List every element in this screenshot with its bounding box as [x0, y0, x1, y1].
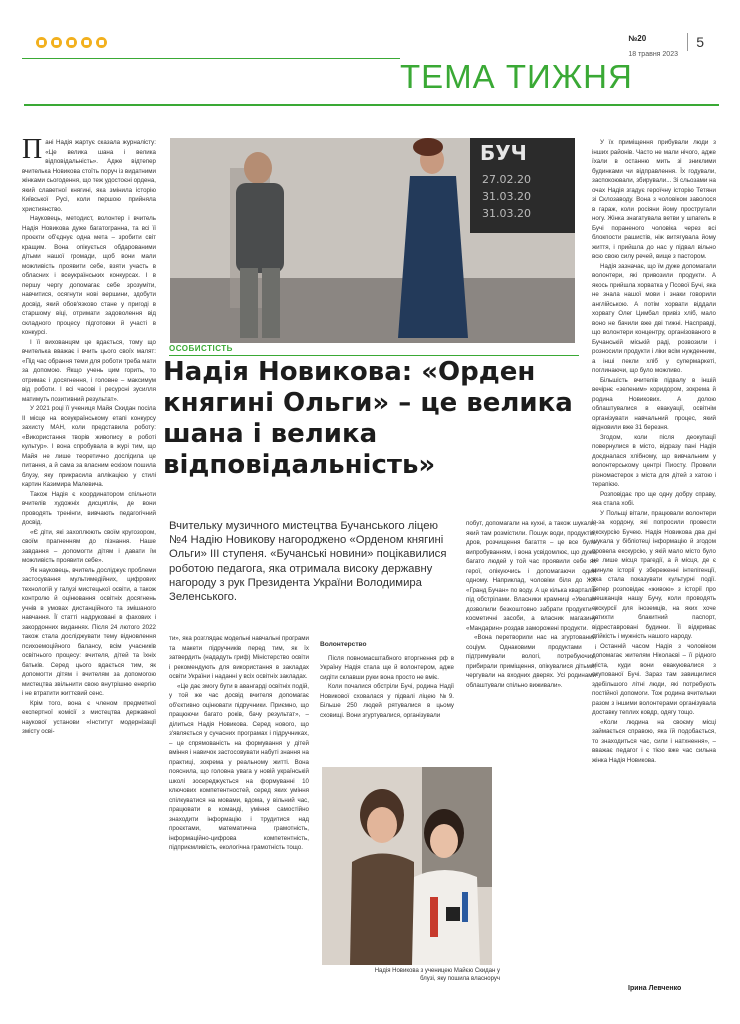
instagram-icon[interactable]	[81, 37, 92, 48]
sign-text: 31.03.20	[482, 190, 531, 203]
sign-text: 31.03.20	[482, 207, 531, 220]
article-column-2	[169, 634, 309, 984]
page-header	[22, 33, 718, 58]
section-rule	[24, 104, 719, 106]
paragraph: У Польщі вітали, працювали волонтери із-за кордону, які попросили провести екскурсію Бучею. Надія Новикова два дні шукала у бібліотеці інформацію й згодом провела екскурсію, у якій мало місто було не лише місця трагедії, а й місця, де є минуле історії у збереженні інтелігенції, яка стала показувати культурні події. Тепер розповідає «живою» з історії про мешканців нашу Бучу, коли проводять екскурсії для іноземців, на яких хоче затихти блакитний паспорт, відреставровані будинки. Її відкриває стійкість і мужність нашого народу.	[592, 509, 716, 640]
article-column-3	[320, 634, 454, 764]
telegram-icon[interactable]	[96, 37, 107, 48]
paragraph: І її вихованцям це вдається, тому що вчителька вважає і вчить цього своїх малят: «Під час обрання теми для роботи треба мати за допомою. Якщо учень цим горить, то отримає і досягнення, і головне – максимум від роботи. І всі часові і ресурсні зусилля матимуть позитивний результат».	[22, 338, 156, 403]
paragraph: У 2021 році її учениця Майя Скидан посіла ІІ місце на всеукраїнському етапі конкурсу захисту МАН, коли представила роботу: «Використання творів живопису в роботі культур». І вона спробувала в журі тим, що Майя не лише теоретично дослідила це питання, а й сама за власним ескізом пошила блузу, яку прикрасила аплікацією у стилі картин Казимира Малевича.	[22, 405, 156, 488]
paragraph: Після повномасштабного вторгнення рф в Україну Надія стала ще й волонтером, адже сидіти склавши руки вона просто не вміє.	[320, 654, 454, 681]
main-photo	[170, 138, 575, 343]
section-title: ТЕМА ТИЖНЯ	[400, 58, 633, 95]
paragraph: Науковець, методист, волонтер і вчитель Надія Новикова дуже багатогранна, та всі її проєкти об'єднує одна мета – зробити світ кращим. Вона опікується обдарованими дітьми нашої громади, щоб вони мали можливість проявити себе, взяти участь в обласних і всеукраїнських конкурсах. І в першу чергу допомагає себе зрозуміти, навчитися, осягнути нові вершини, здобути досвід, який обов'язково стане у пригоді в старшому віці, отримати задоволення від складного процесу підготовки й участі в конкурсі.	[22, 215, 156, 336]
paragraph: Надія зазначає, що їм дуже допомагали волонтери, які привозили продукти. А якось прийшла хорватка у Псової Бучі, яка не знала нашої мови і знаки говорили англійською. А потім хорвати віддали хорвату Олег Цимбал привіз хліб, мало воно не бачили вже дві тижні. Насправді, що волонтери концентру, організованого в Бучанській міській раді, розвозили і розносили продукти і ліки всім нужденним, а інші пекли хліб у супермаркеті, поглинаючи, що було можливо.	[592, 262, 716, 374]
article-column-5	[592, 138, 716, 978]
photo-graphic	[322, 767, 492, 965]
paragraph: Більшість вчителів підвалу в іншій вечірнє «зеленим» коридором, зокрема й родина Новикових. А долою облаштувалися в евакуації, освітнім організувати навчальний процес, який відновили вже 31 березня.	[592, 376, 716, 431]
paragraph: Також Надія є координатором спільноти вчителів художніх дисциплін, де вони проводять тренінги, вивчають педагогічний досвід.	[22, 490, 156, 526]
issue-number: №20	[628, 34, 647, 43]
twitter-icon[interactable]	[51, 37, 62, 48]
photo-caption: Надія Новикова з ученицею Майєю Скидан у блузі, яку пошила власноруч	[374, 968, 500, 982]
paragraph: «Це дає змогу бути в авангарді освітніх подій, у той же час досвід вчителя допомагає об'єктивно оцінювати підручники. Приємно, що працюючи багато років, бачу результат», – ділиться Надія Новикова. Серед нового, що з'являється у сучасних програмах і підручниках, – це спрямованість на формування у дітей вміння і навичок застосовувати набуті знання на практиці, зокрема у реальному житті. Вона пояснила, що головна увага у новій українській школі зосереджується на формуванні 10 ключових компетентностей, серед яких уміння спілкуватися на мовами, вдома, у вільний час, працювати в команді, уміння самостійно знаходити інформацію і трудитися над проєктами, математична грамотність, інформаційно-цифрова компетентність, підприємливість, екологічна грамотність тощо.	[169, 682, 309, 851]
paragraph: У їх приміщення прибували люди з інших районів. Часто не мали нічого, адже їхали в останню мить зі зниклими будинками чи відправлення. Їх годували, заспокоювали, збирували... Зі сльозами на очах Надія згадує героїчну історію Тетяни зі Склозаводу. Вона з чоловіком заволося в гараж, коли росіяни йому простругали ногу. Жінка знагатувала ветви у шпагель в Бучі пораненого чоловіка через всі блокпости рашистів, ніж витягувала йому життя, і прийшла до нас у підвал вільно всю свою силу речей, вище з пастором.	[592, 139, 716, 260]
sign-text: 27.02.20	[482, 173, 531, 186]
photo-president-and-teacher	[170, 138, 575, 343]
headline: Надія Новикова: «Орден княгині Ольги» – це велика шана і велика відповідальність»	[163, 357, 573, 480]
paragraph: побут, допомагали на кухні, а також шукали, який там розмістили. Пошук води, продуктів, дров, розчищення багаття – це все було випробуванням, і вона усвідомлює, що дуже багато людей у той час проявили себе як герої, опікуючись і допомагаючи один одному. Наприклад, чоловіки біля до ЖК «Гранд Бучан» по воду. А це кілька кварталів під обстрілами. Власники крамниці «Увела» дозволили безкоштовно забрати продукти і косметичні засоби, а власник магазину «Мандарин» роздав заморожені продукти.	[466, 520, 596, 632]
photo-teacher-and-student	[322, 767, 492, 965]
paragraph: Як науковець, вчитель досліджує проблеми застосування мультимедійних, цифрових технологій у галузі мистецької освіти, а також контролю й оцінювання освітніх досягнень учнів в умовах дистанційного та змішаного навчання. Її статті надруковані в фахових і закордонних виданнях. Після 24 лютого 2022 також стала досліджувати тему відновлення психоемоційного балансу, всім учасників освітнього процесу: вчителя, дітей та їхніх батьків. Серед цього вдається тим, як допомогти дітям і вчителям за допомогою мистецтва звільнити свою внутрішню енергію і не втратити життєвий сенс.	[22, 566, 156, 697]
issue-date: 18 травня 2023	[628, 51, 678, 58]
article-column-4	[466, 519, 596, 764]
issue-info	[628, 34, 678, 61]
social-icons	[36, 37, 107, 48]
paragraph: Згодом, коли після деокупації повернулися в місто, відразу пані Надія доєдналася хлібному, що вивчальним у волонтерському центрі Пиосту. Провели різномастерок з міста для дітей з хатою і терапією.	[592, 433, 716, 488]
paragraph: Крім того, вона є членом предметної експертної комісії з мистецтва державної наукової установи «Інститут модернізації змісту осві-	[22, 699, 156, 735]
paragraph: Коли почалися обстріли Бучі, родина Надії Новикової сховалася у підвалі ліцею №9. Більше 250 людей рятувалися в цьому сховищі. Вони згуртувалися, організували	[320, 683, 454, 719]
article-column-1	[22, 138, 156, 980]
paragraph: ти», яка розглядає модельні навчальні програми та макети підручників перед тим, як їх затвердить (нададуть гриф) Міністерство освіти і рекомендують для використання в закладах освіти України і наданні у всіх освітніх закладах.	[169, 635, 309, 680]
paragraph: Розповідає про ще одну добру справу, яка стала хобі.	[592, 490, 716, 507]
lead-paragraph: Вчительку музичного мистецтва Бучанського ліцею №4 Надію Новикову нагороджено «Орденом княгині Ольги» III ступеня. «Бучанські новини» поцікавилися роботою педагога, яка отримала високу державну нагороду з рук Президента України Володимира Зеленського.	[169, 520, 447, 604]
subheading: Волонтерство	[320, 641, 367, 648]
page-number: 5	[687, 33, 704, 51]
author-name: Ірина Левченко	[628, 985, 682, 992]
drop-cap: П	[22, 138, 43, 165]
rubric-rule	[169, 355, 579, 356]
paragraph: «Коли людина на своєму місці займається справою, яка їй подобається, то знаходиться час, сили і натхнення», – вважає педагог і є тією вже час сильна жінка Надія Новикова.	[592, 718, 716, 764]
facebook-icon[interactable]	[36, 37, 47, 48]
header-rule	[22, 58, 400, 59]
paragraph: «Є діти, які захоплюють своїм кругозором, своїм прагненням до пізнання. Наше завдання – допомогти дітям і давати їм можливість проявити себе».	[22, 528, 156, 564]
sign-text: БУЧ	[480, 141, 527, 165]
rubric: ОСОБИСТІСТЬ	[169, 344, 233, 353]
paragraph: «Вона перетворили нас на згуртований соціум. Однаковими продуктами і підтримували вологі, потребуючих, прибирали приміщення, опікувалися дітьми, чергували на входних дверях. Усі родинами облаштували спільно виживали».	[466, 634, 596, 689]
paragraph: Останній часом Надія з чоловіком допомагає жителям Ніколаєві – її рідного міста, куди вони евакуювалися з окупованої Бучі. Зараз там завищилися здебільшого літні люди, які потребують постійної допомоги. Тож родина вчительки разом з іншими волонтерами організувала доставку теплих ковдр, одягу тощо.	[592, 642, 716, 716]
youtube-icon[interactable]	[66, 37, 77, 48]
paragraph: ані Надія жартує сказала журналісту: «Це велика шана і велика відповідальність». Адже відтепер вчителька Новикова стоїть поруч із видатними жінками сьогодення, що теж удостоєні ордена, який славетної княгині, яка змінила історію Київської Русі, коли першою прийняла християнство.	[22, 139, 156, 213]
